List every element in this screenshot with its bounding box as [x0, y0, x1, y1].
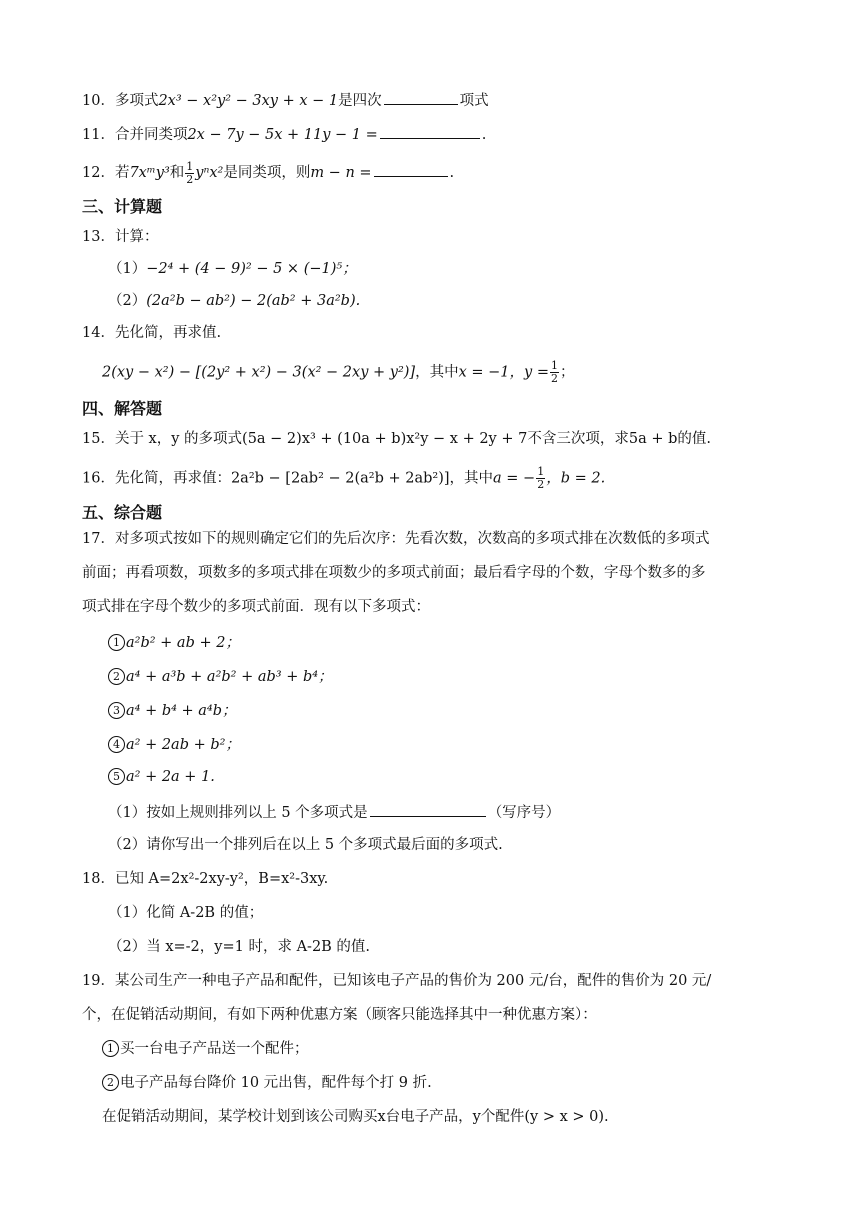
answer-blank[interactable] [384, 88, 458, 105]
question-text: 某公司生产一种电子产品和配件，已知该电子产品的售价为 200 元/台，配件的售价为 20 元/ [114, 973, 712, 989]
question-14-expression [102, 360, 574, 385]
circled-number: 5 [108, 768, 125, 785]
answer-blank[interactable] [380, 122, 480, 139]
expression: −2⁴ + (4 − 9)² − 5 × (−1)⁵； [146, 261, 357, 277]
question-17-part-1 [108, 800, 560, 824]
circled-number: 4 [108, 736, 125, 753]
expression: m − n = [310, 165, 372, 181]
fraction-numerator: 1 [537, 465, 545, 478]
question-19 [82, 970, 711, 992]
answer-blank[interactable] [374, 160, 448, 177]
condition: ，b = 2. [546, 470, 606, 487]
part-label: （1） [108, 805, 147, 821]
question-18 [82, 868, 328, 890]
question-11 [82, 122, 486, 146]
circled-number: 2 [108, 668, 125, 685]
condition: a = − [493, 470, 536, 487]
polynomial-item-4 [108, 734, 240, 756]
fraction-denominator: 2 [186, 172, 194, 186]
question-17-part-2 [108, 834, 503, 856]
question-text: ； [559, 364, 575, 381]
question-text: 是四次 [338, 93, 382, 109]
question-text: 请你写出一个排列后在以上 5 个多项式最后面的多项式. [146, 837, 503, 853]
question-text: 已知 A=2x²-2xy-y²，B=x²-3xy. [114, 871, 329, 887]
question-text: 若 [114, 165, 130, 181]
question-text: 多项式 [114, 93, 159, 109]
question-15 [82, 428, 711, 450]
section-heading: 三、计算题 [82, 197, 163, 216]
section-heading: 四、解答题 [82, 399, 163, 418]
fraction [536, 466, 545, 491]
expression: a²b² + ab + 2； [126, 635, 240, 651]
option-text: 电子产品每台降价 10 元出售，配件每个打 9 折. [120, 1075, 432, 1091]
circled-number: 1 [102, 1040, 119, 1057]
fraction-numerator: 1 [550, 359, 558, 372]
question-16 [82, 466, 605, 491]
answer-blank[interactable] [370, 800, 486, 817]
question-17-line-3: 项式排在字母个数少的多项式前面．现有以下多项式： [82, 599, 430, 615]
question-13-part-2 [108, 290, 360, 312]
question-text: 计算： [114, 229, 159, 245]
circled-number: 1 [108, 634, 125, 651]
question-text: 按如上规则排列以上 5 个多项式是 [146, 805, 368, 821]
question-text: （写序号） [487, 805, 561, 821]
question-number: 11． [82, 127, 115, 143]
expression: a² + 2ab + b²； [126, 737, 240, 753]
fraction [550, 360, 559, 385]
fraction [185, 161, 194, 186]
expression: 2x − 7y − 5x + 11y − 1 = [187, 127, 378, 143]
option-text: 买一台电子产品送一个配件； [120, 1041, 309, 1057]
question-number: 12． [82, 165, 115, 181]
part-label: （1） [108, 261, 147, 277]
polynomial-item-3 [108, 700, 237, 722]
question-number: 13． [82, 229, 115, 245]
question-18-part-1: （1）化简 A-2B 的值； [108, 905, 264, 921]
polynomial-expression: 2x³ − x²y² − 3xy + x − 1 [158, 93, 339, 109]
question-19-option-2 [102, 1072, 432, 1094]
question-text: . [449, 165, 455, 181]
section-heading: 五、综合题 [82, 503, 163, 522]
question-18-part-2: （2）当 x=-2，y=1 时，求 A-2B 的值. [108, 939, 371, 955]
monomial: yⁿx² [195, 165, 224, 181]
question-text: . [481, 127, 487, 143]
question-text: 先化简，再求值：2a²b − [2ab² − 2(a²b + 2ab²)]，其中 [114, 470, 494, 487]
question-text: 和 [169, 165, 185, 181]
question-13 [82, 226, 158, 248]
question-number: 18． [82, 871, 115, 887]
polynomial-item-5 [108, 766, 215, 788]
question-text: 项式 [459, 93, 489, 109]
part-label: （2） [108, 837, 147, 853]
question-text: ，其中 [415, 364, 459, 381]
question-text: 关于 x，y 的多项式(5a − 2)x³ + (10a + b)x²y − x + 2y + 7不含三次项，求5a + b的值. [114, 431, 711, 447]
expression: a⁴ + b⁴ + a⁴b； [126, 703, 237, 719]
question-number: 14． [82, 325, 115, 341]
fraction-denominator: 2 [550, 372, 558, 385]
question-10 [82, 88, 489, 112]
expression: a² + 2a + 1. [126, 769, 215, 785]
question-19-line-2: 个，在促销活动期间，有如下两种优惠方案（顾客只能选择其中一种优惠方案）： [82, 1007, 597, 1023]
polynomial-item-2 [108, 666, 333, 688]
question-text: 对多项式按如下的规则确定它们的先后次序：先看次数，次数高的多项式排在次数低的多项式 [114, 531, 710, 547]
fraction-numerator: 1 [186, 159, 194, 173]
expression: a⁴ + a³b + a²b² + ab³ + b⁴； [126, 669, 333, 685]
question-17-line-2: 前面；再看项数，项数多的多项式排在项数少的多项式前面；最后看字母的个数，字母个数多的多 [82, 565, 706, 581]
circled-number: 2 [102, 1074, 119, 1091]
polynomial-item-1 [108, 632, 240, 654]
expression: (2a²b − ab²) − 2(ab² + 3a²b). [146, 293, 361, 309]
question-number: 15． [82, 431, 115, 447]
question-12 [82, 160, 454, 186]
question-text: 合并同类项 [114, 127, 188, 143]
expression: 2(xy − x²) − [(2y² + x²) − 3(x² − 2xy + y²)] [102, 364, 416, 381]
question-text: 先化简，再求值. [114, 325, 222, 341]
condition: x = −1，y = [458, 364, 549, 381]
circled-number: 3 [108, 702, 125, 719]
question-number: 17． [82, 531, 115, 547]
fraction-denominator: 2 [537, 478, 545, 491]
question-19-option-1 [102, 1038, 309, 1060]
question-number: 10． [82, 93, 115, 109]
question-number: 16． [82, 470, 115, 487]
question-13-part-1 [108, 258, 357, 280]
question-19-line-3: 在促销活动期间，某学校计划到该公司购买x台电子产品，y个配件(y > x > 0). [102, 1109, 609, 1125]
question-number: 19． [82, 973, 115, 989]
question-text: 是同类项，则 [223, 165, 311, 181]
question-17 [82, 528, 709, 550]
monomial: 7xᵐy³ [129, 165, 170, 181]
question-14 [82, 322, 221, 344]
part-label: （2） [108, 293, 147, 309]
